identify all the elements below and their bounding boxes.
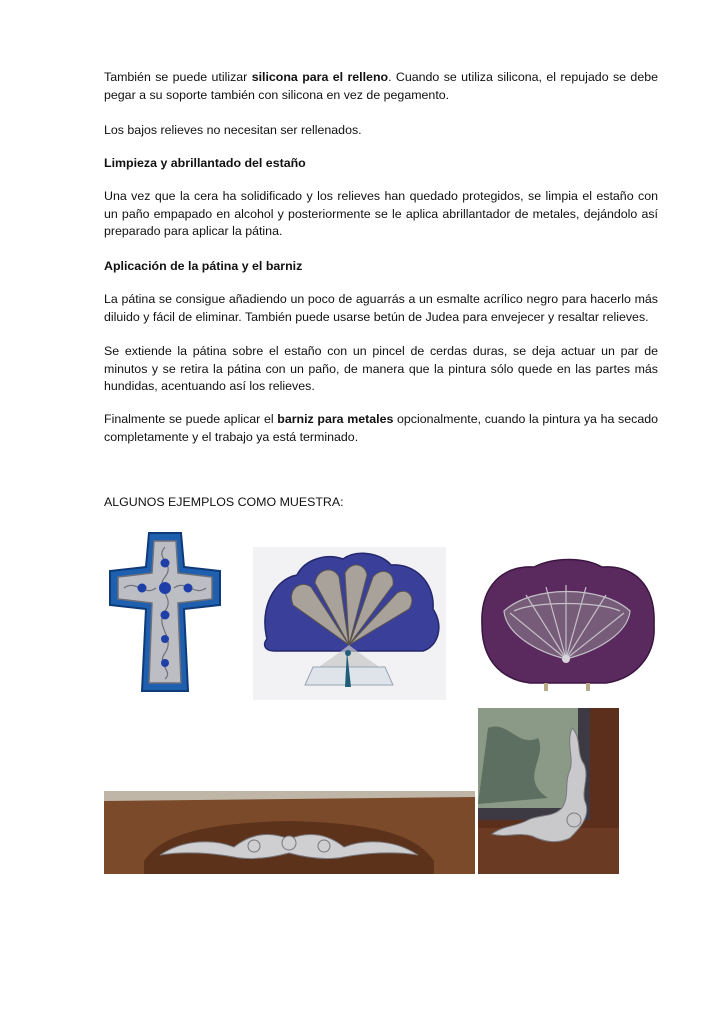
paragraph-patina bbox=[104, 291, 658, 326]
example-image-frame-top bbox=[104, 791, 475, 874]
bold-term-barniz: barniz para metales bbox=[277, 412, 394, 426]
example-image-frame-corner bbox=[478, 708, 619, 874]
example-image-cross bbox=[104, 527, 226, 697]
example-image-fan-purple bbox=[474, 555, 659, 698]
example-image-fan-blue bbox=[253, 547, 446, 700]
examples-heading bbox=[104, 494, 658, 512]
paragraph-text: opcionalmente, cuando la pintura ya ha secado completamente y el trabajo ya está terminado. bbox=[104, 412, 658, 444]
paragraph-limpieza bbox=[104, 188, 658, 241]
heading-text: Aplicación de la pátina y el barniz bbox=[104, 259, 303, 273]
heading-text: ALGUNOS EJEMPLOS COMO MUESTRA: bbox=[104, 495, 344, 509]
section-heading-patina bbox=[104, 258, 658, 276]
paragraph-text: Los bajos relieves no necesitan ser rellenados. bbox=[104, 123, 362, 137]
paragraph-extender-patina bbox=[104, 343, 658, 396]
paragraph-text: . Cuando se utiliza silicona, el repujado se debe pegar a su soporte también con silicona en vez de pegamento. bbox=[104, 70, 658, 102]
paragraph-text: Finalmente se puede aplicar el bbox=[104, 412, 278, 426]
paragraph-barniz bbox=[104, 411, 658, 446]
paragraph-text: Una vez que la cera ha solidificado y los relieves han quedado protegidos, se limpia el estaño con un paño empapado en alcohol y posteriormente se le aplica abrillantador de metales, dejándolo así preparado para aplicar la pátina. bbox=[104, 189, 658, 238]
paragraph-text: La pátina se consigue añadiendo un poco de aguarrás a un esmalte acrílico negro para hacerlo más diluido y fácil de eliminar. También puede usarse betún de Judea para envejecer y resaltar relieves. bbox=[104, 292, 658, 324]
heading-text: Limpieza y abrillantado del estaño bbox=[104, 156, 306, 170]
section-heading-limpieza bbox=[104, 155, 658, 173]
paragraph-silicona bbox=[104, 69, 658, 104]
bold-term-silicona: silicona para el relleno bbox=[251, 70, 389, 84]
paragraph-text: Se extiende la pátina sobre el estaño con un pincel de cerdas duras, se deja actuar un par de minutos y se retira la pátina con un paño, de manera que la pintura sólo quede en las partes más hundidas, acentuando así los relieves. bbox=[104, 344, 658, 393]
paragraph-bajos-relieves bbox=[104, 122, 658, 140]
paragraph-text: También se puede utilizar bbox=[104, 70, 252, 84]
